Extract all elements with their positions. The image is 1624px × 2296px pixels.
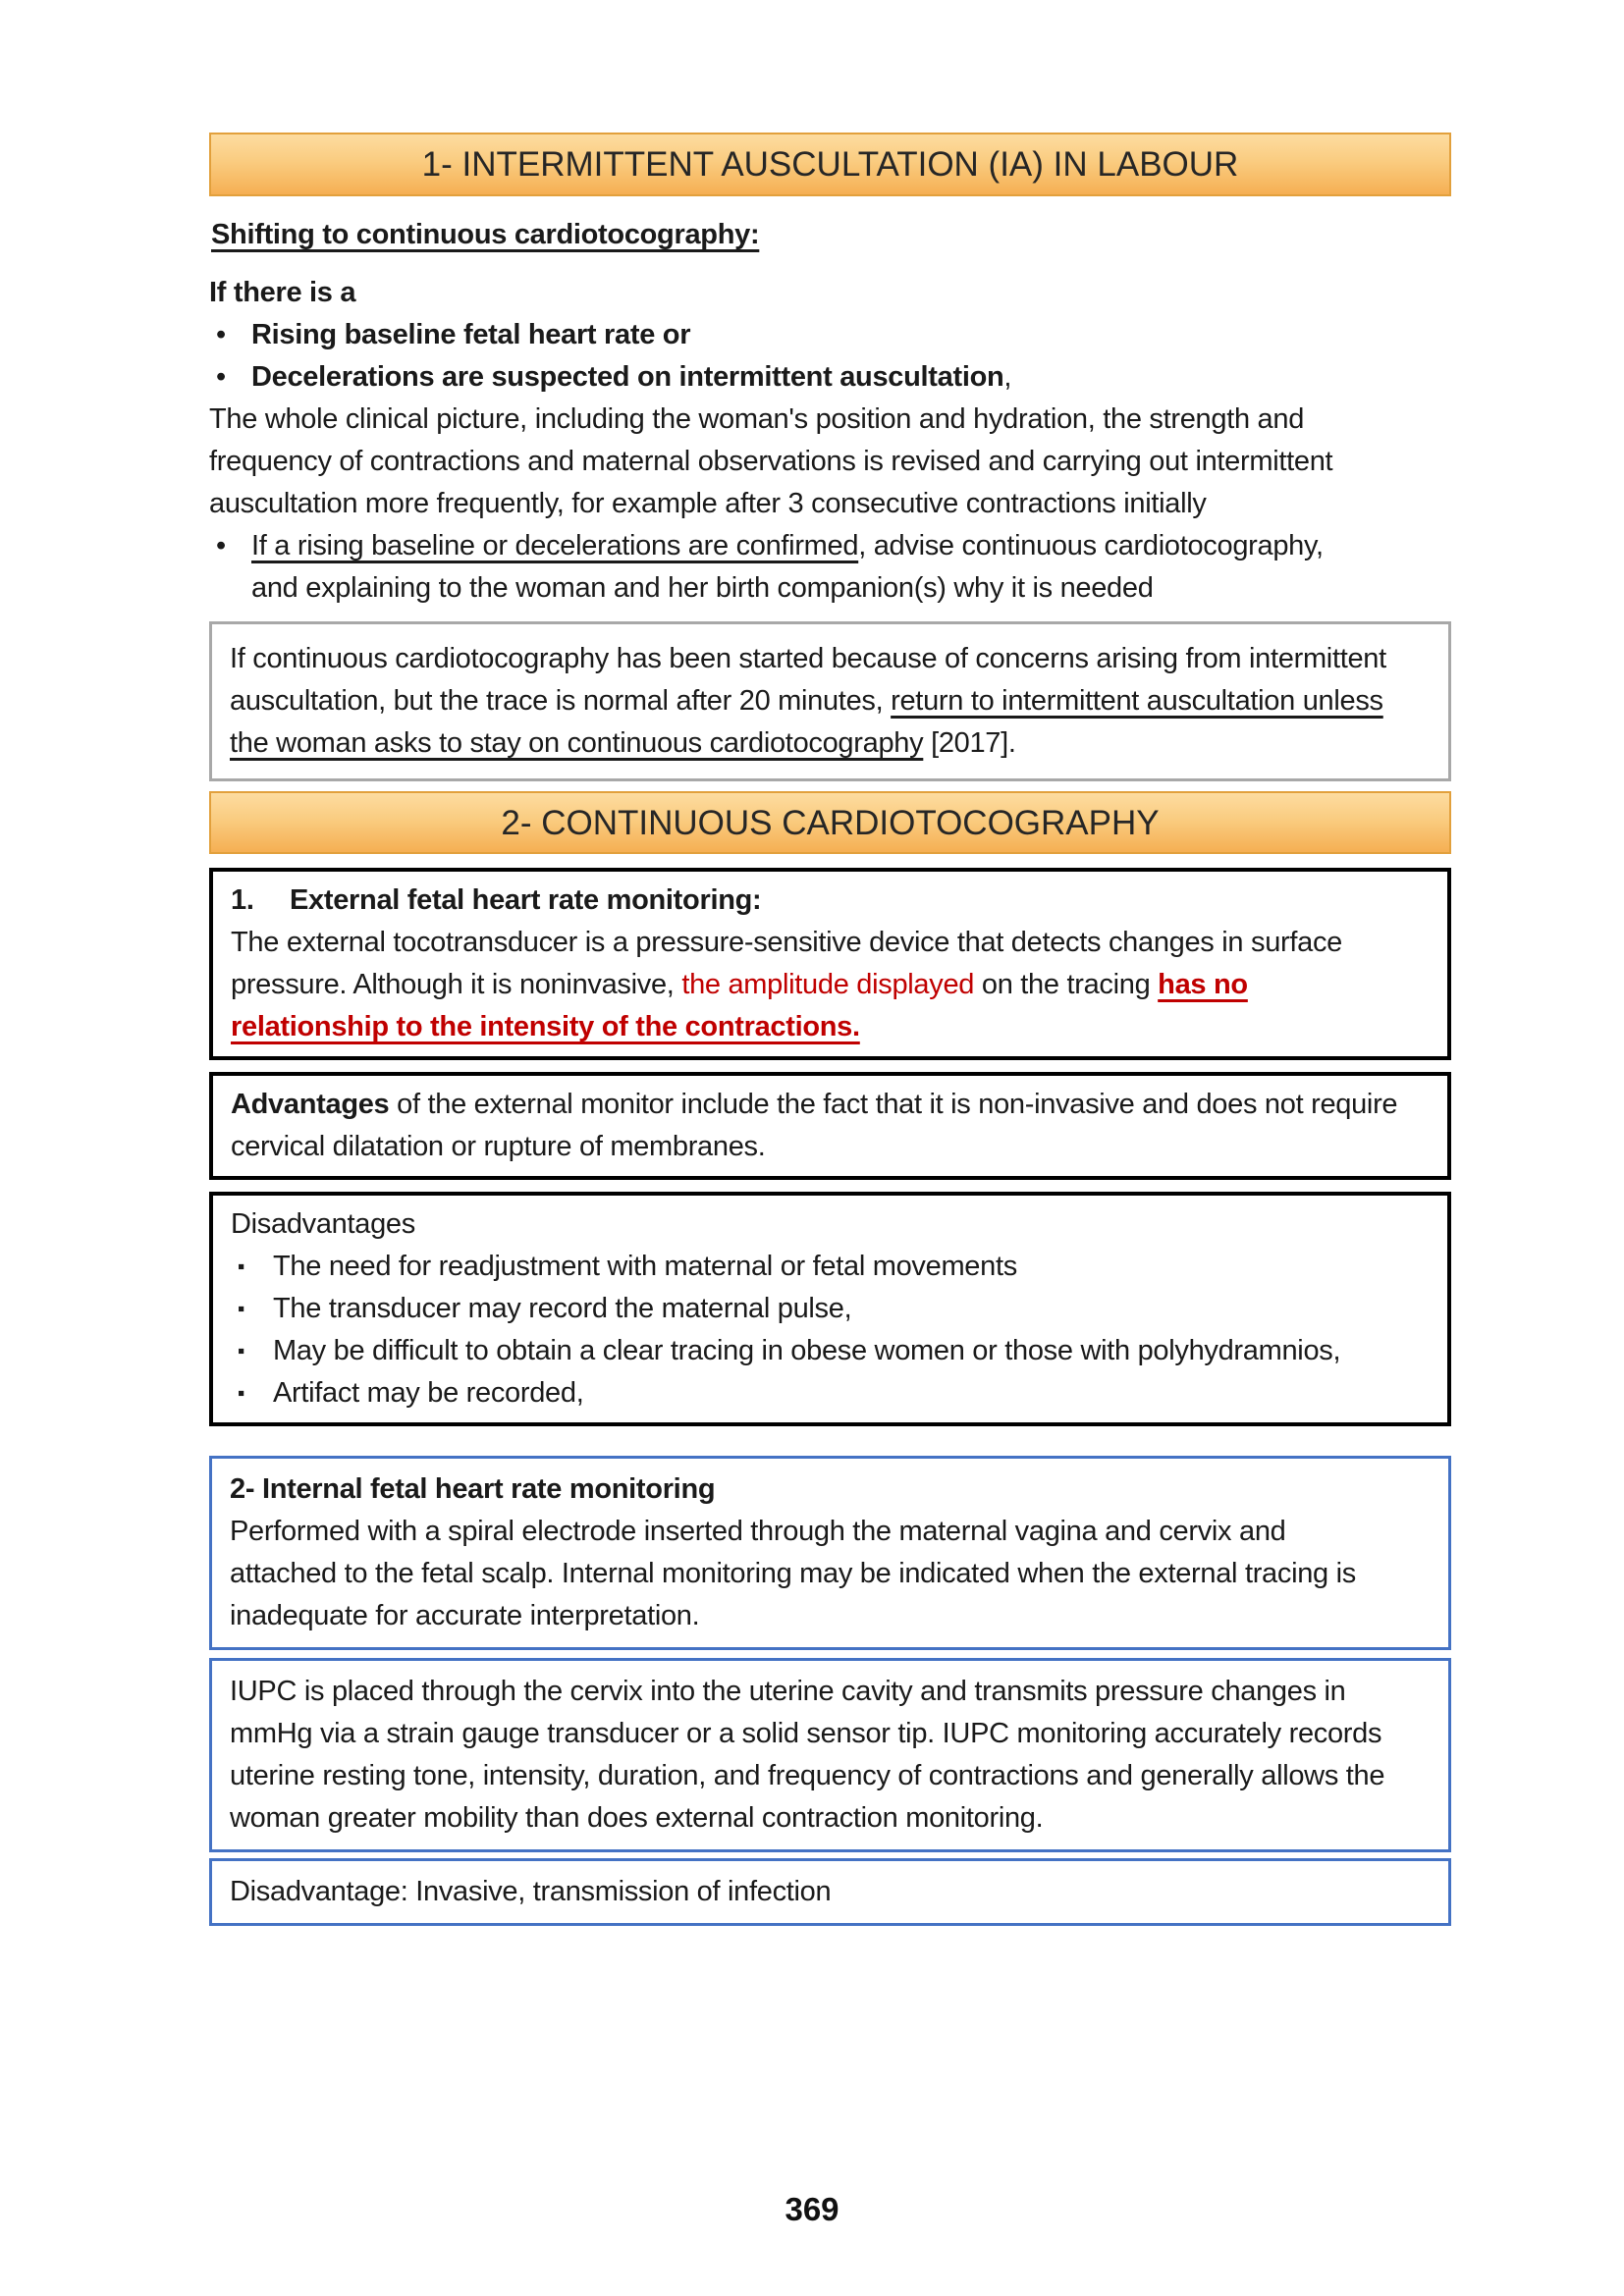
list-item [209,356,1363,399]
list-item-text: Rising baseline fetal heart rate or [251,319,691,350]
section2-banner-title: 2- CONTINUOUS CARDIOTOCOGRAPHY [501,803,1160,842]
section1-banner [209,133,1451,196]
round-bullet-icon: • [216,361,226,393]
note-text: If continuous cardiotocography has been started because of concerns arising from intermittent auscultation, but the trace is normal after 20 minutes, return to intermittent auscultation unless the woman asks to stay on continuous cardiotocography [2017]. [230,643,1386,759]
list-item-text: If a rising baseline or decelerations are confirmed, advise continuous cardiotocography, and explaining to the woman and her birth companion(s) why it is needed [251,530,1324,604]
square-bullet-icon: ▪ [238,1298,245,1320]
shifting-heading: Shifting to continuous cardiotocography: [211,219,760,250]
list-item-text: Decelerations are suspected on intermittent auscultation, [251,361,1012,393]
external-monitoring-box [209,868,1451,1060]
external-monitoring-body: The external tocotransducer is a pressure-sensitive device that detects changes in surface pressure. Although it is noninvasive, the amplitude displayed on the tracing has no relationship to the intensity of the contractions. [231,927,1342,1042]
list-item-text: Artifact may be recorded, [273,1377,584,1409]
list-item [231,1288,1430,1330]
intro-block [209,272,1363,610]
intro-line: If there is a [209,277,356,308]
content-column [209,133,1451,1926]
internal-monitoring-body: Performed with a spiral electrode inserted through the maternal vagina and cervix and attached to the fetal scalp. Internal monitoring may be indicated when the external tracing is inadequate for accurate interpretation. [230,1516,1356,1631]
section1-banner-title: 1- INTERMITTENT AUSCULTATION (IA) IN LABOUR [421,145,1239,184]
return-to-ia-note-box [209,621,1451,781]
section2-banner [209,791,1451,854]
iupc-body: IUPC is placed through the cervix into the uterine cavity and transmits pressure changes in mmHg via a strain gauge transducer or a solid sensor tip. IUPC monitoring accurately records uterine resting tone, intensity, duration, and frequency of contractions and generally allows the woman greater mobility than does external contraction monitoring. [230,1676,1385,1834]
advantages-box [209,1072,1451,1180]
list-item [231,1330,1430,1372]
external-monitoring-heading: 1. External fetal heart rate monitoring: [231,884,762,916]
disadvantages-box [209,1192,1451,1426]
clinical-picture-paragraph: The whole clinical picture, including the woman's position and hydration, the strength and frequency of contractions and maternal observations is revised and carrying out intermittent auscultation more frequently, for example after 3 consecutive contractions initially [209,403,1333,519]
page-number: 369 [785,2191,839,2227]
list-item [209,525,1363,610]
round-bullet-icon: • [216,319,226,350]
list-item-text: The transducer may record the maternal pulse, [273,1293,852,1324]
iupc-disadvantage-text: Disadvantage: Invasive, transmission of infection [230,1876,832,1907]
iupc-box [209,1658,1451,1852]
disadvantages-heading: Disadvantages [231,1208,415,1240]
internal-monitoring-box [209,1456,1451,1650]
square-bullet-icon: ▪ [238,1340,245,1362]
list-item [209,314,1363,356]
square-bullet-icon: ▪ [238,1255,245,1278]
internal-monitoring-heading: 2- Internal fetal heart rate monitoring [230,1473,716,1505]
list-item [231,1372,1430,1415]
list-item-text: May be difficult to obtain a clear tracing in obese women or those with polyhydramnios, [273,1335,1341,1366]
square-bullet-icon: ▪ [238,1382,245,1405]
round-bullet-icon: • [216,530,226,561]
iupc-disadvantage-box [209,1858,1451,1926]
list-item [231,1246,1430,1288]
advantages-text: Advantages of the external monitor include the fact that it is non-invasive and does not require cervical dilatation or rupture of membranes. [231,1089,1398,1162]
list-item-text: The need for readjustment with maternal or fetal movements [273,1251,1017,1282]
